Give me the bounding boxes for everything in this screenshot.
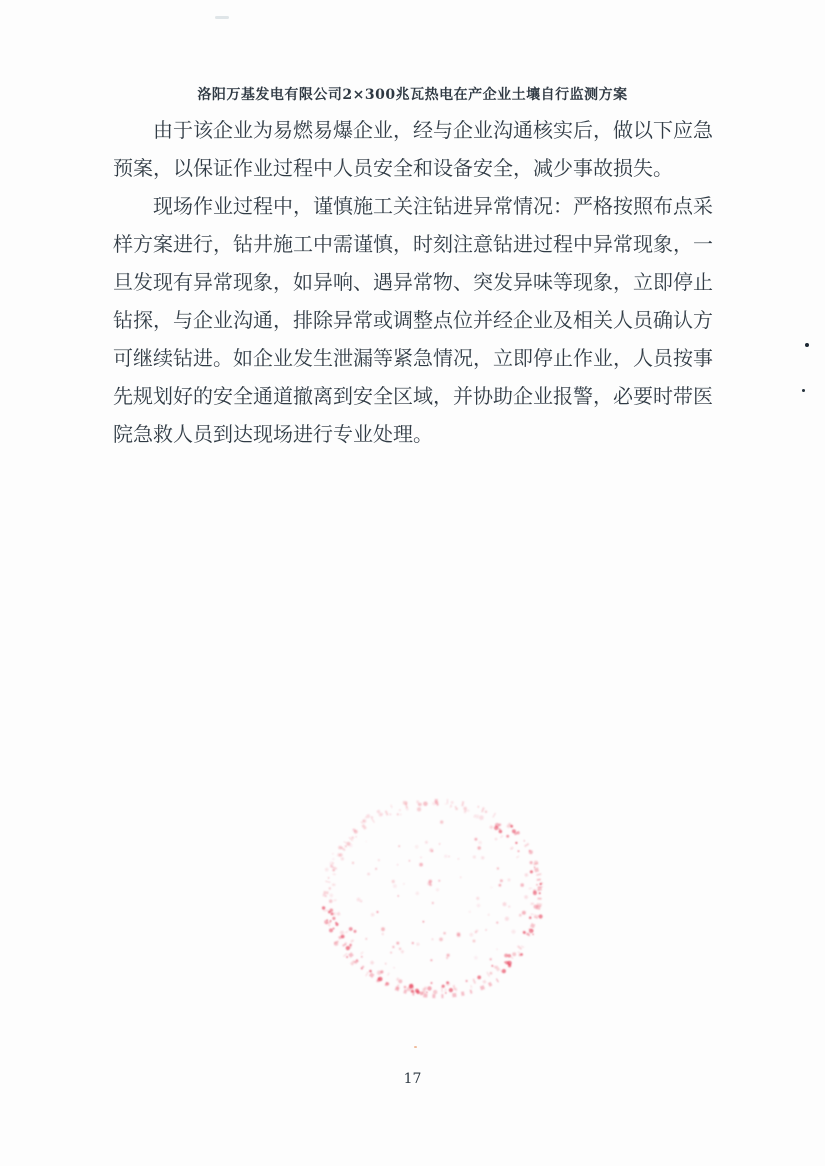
page-header: 洛阳万基发电有限公司2×300兆瓦热电在产企业土壤自行监测方案 <box>197 87 628 103</box>
red-seal-stamp <box>298 778 568 1018</box>
scan-artifact-dot <box>805 343 809 347</box>
paragraph: 现场作业过程中，谨慎施工关注钻进异常情况：严格按照布点采样方案进行，钻井施工中需谨慎，时刻注意钻进过程中异常现象，一旦发现有异常现象，如异响、遇异常物、突发异味等现象，立即停止钻探，与企业沟通，排除异常或调整点位并经企业及相关人员确认方可继续钻进。如企业发生泄漏等紧急情况，立即停止作业，人员按事先规划好的安全通道撤离到安全区域，并协助企业报警，必要时带医院急救人员到达现场进行专业处理。 <box>113 194 713 446</box>
paragraph: 由于该企业为易燃易爆企业，经与企业沟通核实后，做以下应急预案，以保证作业过程中人员安全和设备安全，减少事故损失。 <box>113 118 713 180</box>
scan-artifact-dot <box>414 1046 417 1048</box>
scan-artifact-dot <box>802 389 805 392</box>
scan-artifact-smudge <box>215 16 229 19</box>
page-number: 17 <box>403 1071 422 1087</box>
body-text <box>113 111 713 453</box>
